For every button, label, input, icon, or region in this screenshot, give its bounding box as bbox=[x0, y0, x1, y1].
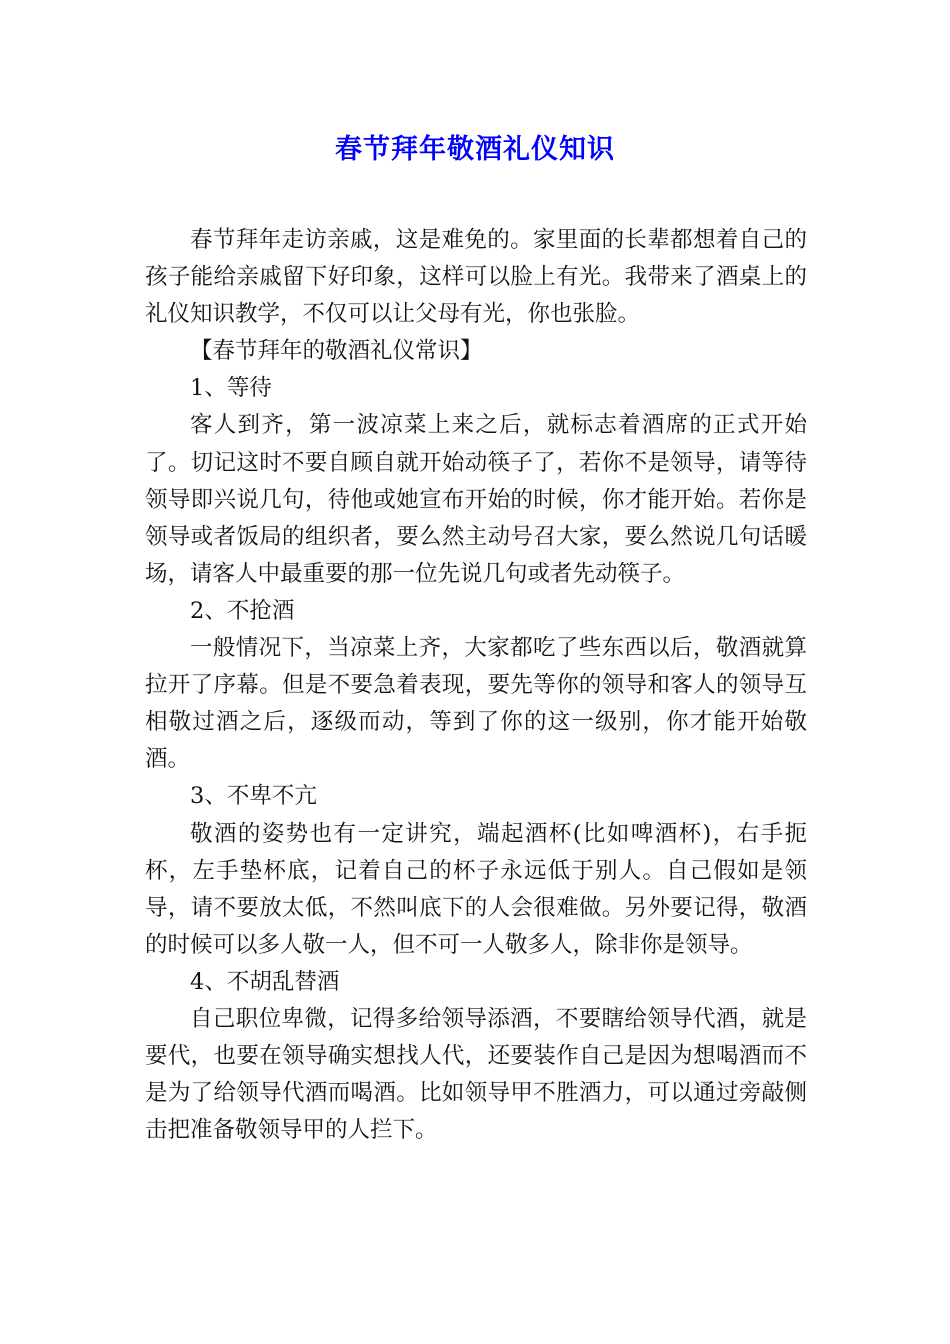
item-heading-2: 2、不抢酒 bbox=[190, 597, 295, 624]
item-heading-4: 4、不胡乱替酒 bbox=[190, 968, 340, 995]
item-heading-1: 1、等待 bbox=[190, 375, 272, 402]
section-heading: 【春节拜年的敬酒礼仪常识】 bbox=[190, 338, 483, 365]
item-paragraph-1: 客人到齐，第一波凉菜上来之后，就标志着酒席的正式开始了。切记这时不要自顾自就开始动筷子了，若你不是领导，请等待领导即兴说几句，待他或她宣布开始的时候，你才能开始。若你是领导或者饭局的组织者，要么然主动号召大家，要么然说几句话暖场，请客人中最重要的那一位先说几句或者先动筷子。 bbox=[145, 412, 807, 587]
item-heading-3: 3、不卑不亢 bbox=[190, 783, 317, 810]
item-paragraph-4: 自己职位卑微，记得多给领导添酒，不要瞎给领导代酒，就是要代，也要在领导确实想找人代，还要装作自己是因为想喝酒而不是为了给领导代酒而喝酒。比如领导甲不胜酒力，可以通过旁敲侧击把准备敬领导甲的人拦下。 bbox=[145, 1005, 807, 1144]
document-body bbox=[145, 222, 807, 1149]
document-title: 春节拜年敬酒礼仪知识 bbox=[335, 134, 615, 165]
item-paragraph-3: 敬酒的姿势也有一定讲究，端起酒杯(比如啤酒杯)，右手扼杯，左手垫杯底，记着自己的杯子永远低于别人。自己假如是领导，请不要放太低，不然叫底下的人会很难做。另外要记得，敬酒的时候可以多人敬一人，但不可一人敬多人，除非你是领导。 bbox=[145, 820, 807, 958]
intro-paragraph: 春节拜年走访亲戚，这是难免的。家里面的长辈都想着自己的孩子能给亲戚留下好印象，这样可以脸上有光。我带来了酒桌上的礼仪知识教学，不仅可以让父母有光，你也张脸。 bbox=[145, 227, 807, 328]
item-paragraph-2: 一般情况下，当凉菜上齐，大家都吃了些东西以后，敬酒就算拉开了序幕。但是不要急着表现，要先等你的领导和客人的领导互相敬过酒之后，逐级而动，等到了你的这一级别，你才能开始敬酒。 bbox=[145, 635, 807, 773]
